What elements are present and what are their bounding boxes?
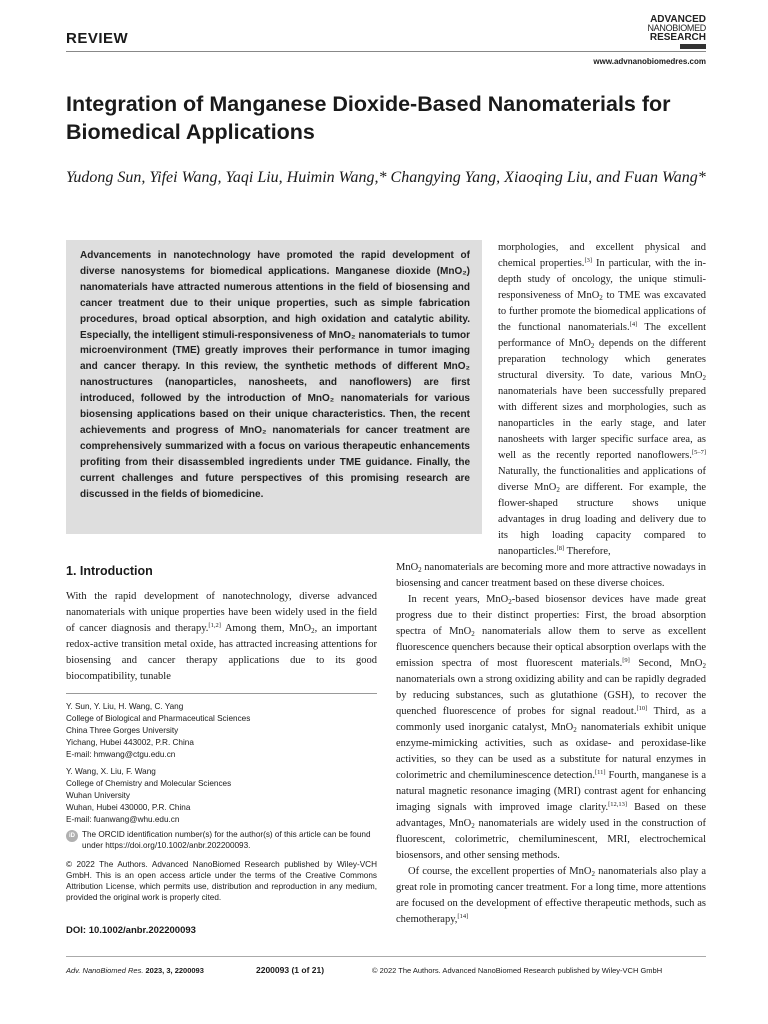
- introduction-left-text: With the rapid development of nanotechnology, diverse advanced nanomaterials with unique properties have been widely used in the field of cancer diagnosis and therapy.[1,2] Among them, MnO$_2$, an important redox-active transition metal oxide, has attracted increasing attentions for biosensing and cancer therapy applications due to its good biocompatibility, tunable: [66, 591, 377, 682]
- footer-citation: [66, 966, 204, 975]
- article-title: Integration of Manganese Dioxide-Based Nanomaterials for Biomedical Applications: [66, 92, 671, 144]
- right-column-narrow-text: morphologies, and excellent physical and chemical properties.[3] In particular, with the in-depth study of oncology, the unique stimuli-responsiveness of MnO$_2$ to TME was excavated to further promote the biomedical applications of the functional nanomaterials.[4] The excellent performance of MnO$_2$ depends on the different preparation technology which generates structural diversity. To date, various MnO$_2$ nanomaterials have been successfully prepared with different sizes and morphologies, such as nanoparticles in the early stage, and later nanosheets with larger specific surface area, as well as the recently reported nanoflowers.[5–7] Naturally, the functionalities and applications of diverse MnO$_2$ are different. For example, the flower-shaped structure shows unique advantages in drug loading and delivery due to its high loading capacity compared to nanoparticles.[8] Therefore,: [498, 242, 707, 557]
- right-column-wide-text: [396, 560, 706, 928]
- author-list: Yudong Sun, Yifei Wang, Yaqi Liu, Huimin Wang,* Changying Yang, Xiaoqing Liu, and Fuan Wang*: [66, 169, 706, 186]
- footer-year-volume: 2023, 3, 2200093: [145, 966, 204, 975]
- footer-page-number: 2200093 (1 of 21): [256, 965, 325, 975]
- license-text: © 2022 The Authors. Advanced NanoBiomed Research published by Wiley-VCH GmbH. This is an open access article under the terms of the Creative Commons Attribution License, which permits use, distribution and reproduction in any medium, provided the original work is properly cited.: [66, 860, 377, 902]
- orcid-icon[interactable]: iD: [66, 830, 78, 842]
- logo-line-2: NANOBIOMED: [647, 23, 706, 33]
- paragraph-continuation: MnO$_2$ nanomaterials are becoming more and more attractive nowadays in biosensing and cancer treatment based on these diverse choices.: [396, 562, 706, 589]
- affiliation-group-1: Y. Sun, Y. Liu, H. Wang, C. Yang College of Biological and Pharmaceutical Sciences China Three Gorges University Yichang, Hubei 443002, P.R. China E-mail: hmwang@ctgu.edu.cn: [66, 702, 251, 759]
- footer-copyright: © 2022 The Authors. Advanced NanoBiomed Research published by Wiley-VCH GmbH: [372, 966, 663, 975]
- paragraph-biosensing: In recent years, MnO$_2$-based biosensor devices have made great progress due to their distinct properties: First, the broad absorption spectra of MnO$_2$ nanomaterials allow them to serve as excellent fluorescence quenchers because their optical absorption overlaps with the emission spectra of most fluorescent materials.[9] Second, MnO$_2$ nanomaterials own a strong oxidizing ability and can be rapidly degraded by reducing substances, such as glutathione (GSH), to recover the quenched fluorescence of probes for signal readout.[10] Third, as a commonly used inorganic catalyst, MnO$_2$ nanomaterials exhibit unique enzyme-mimicking activities, such as oxidase- and peroxidase-like activities, so they can be used as a substitute for natural enzymes in colorimetric and chemiluminescence detection.[11] Fourth, manganese is a natural magnetic resonance imaging (MRI) contrast agent for enhancing imaging signals with improved image clarity.[12,13] Based on these advantages, MnO$_2$ nanomaterials are widely used in the construction of fluorescent, colorimetric, chemiluminescent, MRI, electrochemical biosensors, and other sensing methods.: [396, 594, 707, 861]
- section-label: REVIEW: [66, 30, 129, 47]
- affiliation-group-2: Y. Wang, X. Liu, F. Wang College of Chemistry and Molecular Sciences Wuhan University Wuhan, Hubei 430000, P.R. China E-mail: fuanwang@whu.edu.cn: [66, 767, 232, 824]
- header-rule: [66, 51, 706, 52]
- journal-url-link[interactable]: www.advnanobiomedres.com: [593, 57, 706, 66]
- logo-badge: [680, 44, 706, 49]
- logo-line-3: RESEARCH: [649, 32, 706, 43]
- logo-line-1: ADVANCED: [650, 14, 706, 25]
- footer-rule: [66, 956, 706, 957]
- doi-link[interactable]: DOI: 10.1002/anbr.202200093: [66, 925, 196, 936]
- orcid-text: The ORCID identification number(s) for the author(s) of this article can be found under https://doi.org/10.1002/anbr.202200093.: [82, 830, 371, 850]
- footer-journal-abbrev: Adv. NanoBiomed Res.: [66, 966, 144, 975]
- affiliation-rule: [66, 693, 377, 694]
- orcid-note: [66, 829, 377, 851]
- abstract-text: Advancements in nanotechnology have promoted the rapid development of diverse nanosystems for biomedical applications. Manganese dioxide (MnO₂) nanomaterials have attracted numerous attentions in the field of biosensing and cancer treatment due to their unique properties, such as simple fabrication procedures, broad optical absorption, and high oxidation and catalytic ability. Especially, the intelligent stimuli-responsiveness of MnO₂ nanomaterials to tumor microenvironment (TME) greatly improves their performance in tumor imaging and cancer therapy. In this review, the synthetic methods of different MnO₂ nanostructures (nanoparticles, nanosheets, and nanoflowers) are first introduced, followed by the introduction of MnO₂ nanomaterials for various biosensing applications based on their unique characteristics. Then, the recent achievements and progress of MnO₂ nanomaterials for cancer treatment are comprehensively summarized with a focus on various therapeutic enhancements profiting from their disassembled ingredients under TME guidance. Finally, the current challenges and future perspectives of this promising research are discussed in the fields of biomedicine.: [80, 250, 470, 500]
- paragraph-cancer-treatment: Of course, the excellent properties of MnO$_2$ nanomaterials also play a great role in promoting cancer treatment. For a long time, more attentions are focused on the development of effective therapeutic methods, such as chemotherapy,[14]: [396, 866, 707, 925]
- introduction-heading: 1. Introduction: [66, 564, 153, 578]
